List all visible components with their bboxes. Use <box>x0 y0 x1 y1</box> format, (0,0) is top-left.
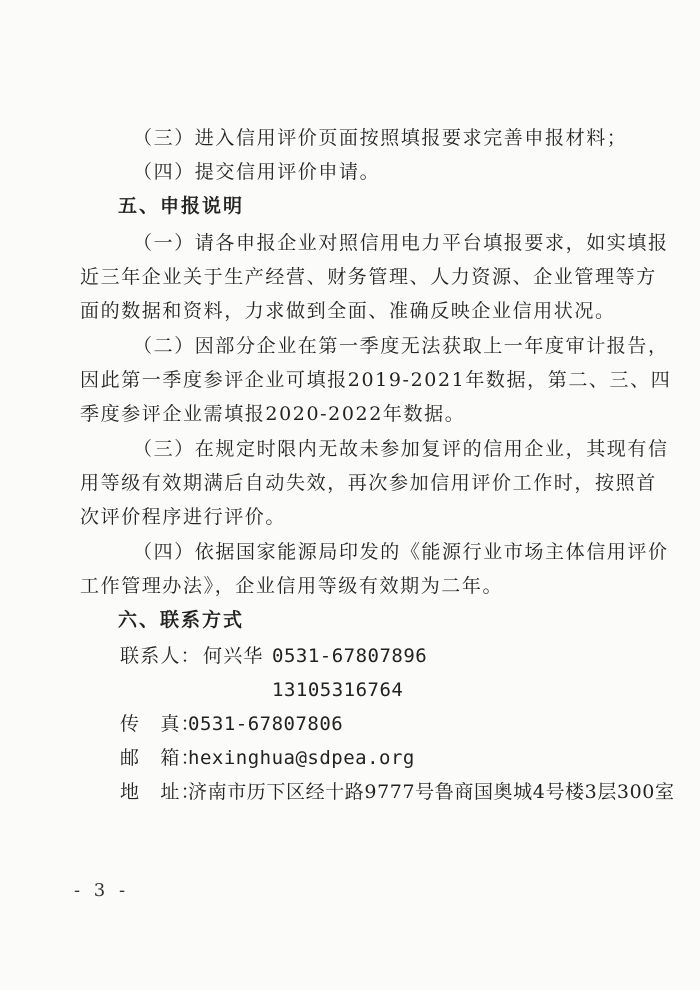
paragraph-3-line-3: 次评价程序进行评价。 <box>80 506 287 528</box>
address-label: 地 址： <box>120 781 201 803</box>
section-six-heading: 六、联系方式 <box>118 609 245 631</box>
contact-phone-primary: 0531-67807896 <box>272 645 428 667</box>
paragraph-1-line-3: 面的数据和资料，力求做到全面、准确反映企业信用状况。 <box>80 300 616 322</box>
paragraph-1-line-1: （一）请各申报企业对照信用电力平台填报要求，如实填报 <box>133 232 669 254</box>
paragraph-3-line-2: 用等级有效期满后自动失效，再次参加信用评价工作时，按照首 <box>80 472 657 494</box>
paragraph-2-line-3: 季度参评企业需填报2020-2022年数据。 <box>80 403 466 425</box>
address-text: 济南市历下区经十路9777号鲁商国奥城4号楼3层300室 <box>188 781 675 803</box>
fax-number: 0531-67807806 <box>188 713 344 735</box>
email-address: hexinghua@sdpea.org <box>188 747 415 769</box>
contact-phone-mobile: 13105316764 <box>272 679 404 701</box>
fax-label: 传 真： <box>120 713 201 735</box>
paragraph-1-line-2: 近三年企业关于生产经营、财务管理、人力资源、企业管理等方 <box>80 266 657 288</box>
contact-person-name: 何兴华 <box>203 645 264 667</box>
step-four-text: （四）提交信用评价申请。 <box>133 161 381 183</box>
page-number: - 3 - <box>74 880 130 901</box>
section-five-heading: 五、申报说明 <box>118 195 245 217</box>
step-three-text: （三）进入信用评价页面按照填报要求完善申报材料； <box>133 127 628 149</box>
contact-person-label: 联系人： <box>120 645 201 667</box>
email-label: 邮 箱： <box>120 747 201 769</box>
paragraph-4-line-2: 工作管理办法》，企业信用等级有效期为二年。 <box>80 575 504 597</box>
paragraph-2-line-2: 因此第一季度参评企业可填报2019-2021年数据，第二、三、四 <box>80 369 672 391</box>
paragraph-3-line-1: （三）在规定时限内无故未参加复评的信用企业，其现有信 <box>133 438 669 460</box>
paragraph-4-line-1: （四）依据国家能源局印发的《能源行业市场主体信用评价 <box>133 541 669 563</box>
paragraph-2-line-1: （二）因部分企业在第一季度无法获取上一年度审计报告， <box>133 335 669 357</box>
